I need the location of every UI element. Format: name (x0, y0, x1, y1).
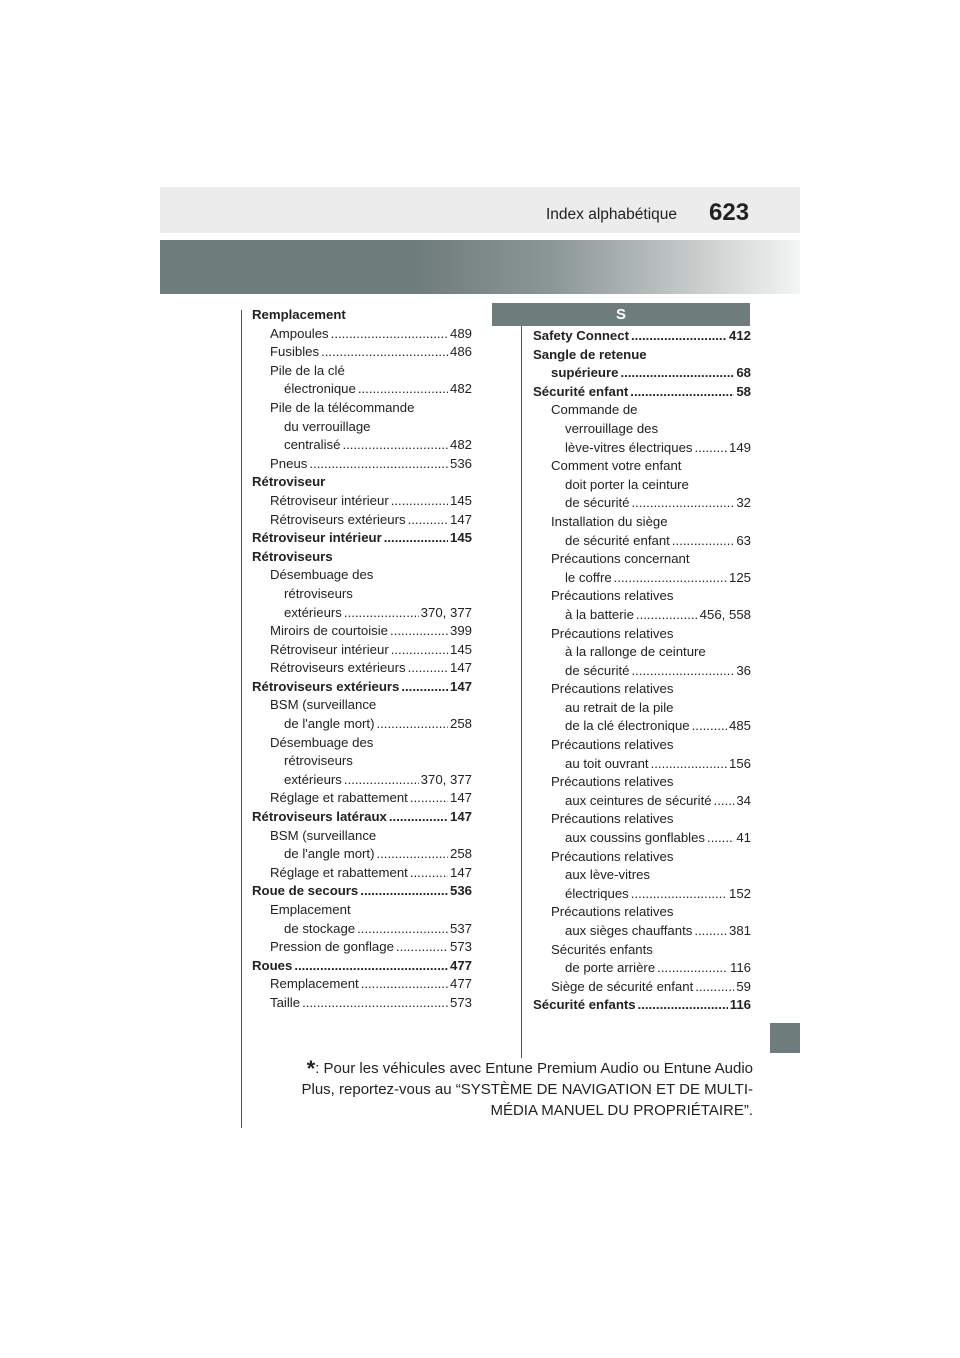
index-entry-page: 381 (728, 923, 751, 938)
footnote-marker: * (306, 1056, 316, 1081)
index-entry-page: 63 (736, 532, 751, 548)
index-entry-term: de la clé électronique (565, 718, 690, 734)
index-entry (252, 975, 472, 994)
dot-leader (408, 511, 448, 530)
dot-leader (630, 383, 734, 402)
index-entry-term: aux coussins gonflables (565, 830, 706, 846)
index-entry-page: 573 (449, 994, 472, 1010)
index-entry (533, 587, 751, 606)
index-entry-term: rétroviseurs (284, 585, 353, 601)
index-entry (252, 864, 472, 883)
index-entry (252, 343, 472, 362)
index-entry (252, 566, 472, 585)
index-entry-term: Remplacement (270, 976, 359, 992)
index-entry-page: 145 (449, 530, 472, 546)
index-entry-term: Rétroviseurs latéraux (252, 809, 387, 825)
dot-leader (358, 380, 448, 399)
index-entry (252, 901, 472, 920)
index-entry (533, 959, 751, 978)
dot-leader (632, 662, 735, 681)
index-entry-term: Rétroviseurs extérieurs (270, 660, 406, 676)
dot-leader (707, 829, 734, 848)
dot-leader (410, 789, 448, 808)
index-entry (252, 827, 472, 846)
dot-leader (631, 327, 727, 346)
dot-leader (302, 994, 448, 1013)
dot-leader (632, 494, 735, 513)
index-entry-page: 41 (736, 830, 751, 846)
index-entry-page: 399 (449, 623, 472, 639)
index-entry (252, 994, 472, 1013)
index-entry (533, 420, 751, 439)
index-entry-page: 145 (449, 641, 472, 657)
index-entry (533, 792, 751, 811)
index-entry (533, 829, 751, 848)
index-entry (252, 938, 472, 957)
index-entry (252, 659, 472, 678)
index-entry (533, 662, 751, 681)
index-entry-term: Rétroviseurs extérieurs (252, 678, 400, 694)
dot-leader (410, 864, 448, 883)
dot-leader (384, 529, 448, 548)
dot-leader (361, 975, 448, 994)
index-entry-page: 573 (449, 939, 472, 955)
dot-leader (360, 882, 448, 901)
index-entry (252, 455, 472, 474)
index-entry-term: centralisé (284, 437, 341, 453)
dot-leader (344, 771, 419, 790)
index-entry-term: Précautions relatives (551, 625, 674, 641)
index-entry-term: de l'angle mort) (284, 846, 375, 862)
index-entry-term: de l'angle mort) (284, 716, 375, 732)
index-entry (533, 922, 751, 941)
dot-leader (408, 659, 448, 678)
index-entry (252, 845, 472, 864)
footnote (260, 1058, 753, 1121)
index-entry-page: 58 (736, 383, 751, 399)
index-entry-term: de sécurité (565, 495, 630, 511)
index-entry (252, 882, 472, 901)
index-entry-term: Rétroviseur intérieur (270, 492, 389, 508)
index-entry-term: Miroirs de courtoisie (270, 623, 388, 639)
index-entry-page: 68 (736, 365, 751, 381)
index-entry (533, 866, 751, 885)
index-entry-term: Installation du siège (551, 513, 668, 529)
index-entry (252, 752, 472, 771)
index-entry-term: de porte arrière (565, 960, 656, 976)
index-entry (252, 734, 472, 753)
index-entry-page: 147 (449, 809, 472, 825)
index-entry (252, 492, 472, 511)
index-entry (533, 476, 751, 495)
index-entry (533, 903, 751, 922)
index-entry-term: Réglage et rabattement (270, 864, 408, 880)
dot-leader (376, 715, 448, 734)
dot-leader (390, 622, 448, 641)
index-entry (533, 755, 751, 774)
index-entry-term: Roue de secours (252, 883, 359, 899)
index-entry (533, 532, 751, 551)
section-letter-header: S (492, 303, 750, 326)
index-entry-term: Pression de gonflage (270, 939, 394, 955)
index-entry-page: 536 (449, 455, 472, 471)
index-entry (533, 364, 751, 383)
dot-leader (376, 845, 448, 864)
index-entry-page: 32 (736, 495, 751, 511)
dot-leader (396, 938, 448, 957)
index-entry-page: 152 (728, 885, 751, 901)
index-entry (533, 401, 751, 420)
index-entry-page: 477 (449, 976, 472, 992)
page-number: 623 (709, 199, 750, 226)
dot-leader (391, 641, 448, 660)
index-entry-page: 145 (449, 492, 472, 508)
index-entry (252, 511, 472, 530)
index-entry (252, 380, 472, 399)
index-entry-page: 482 (449, 437, 472, 453)
index-entry (533, 625, 751, 644)
index-entry (252, 436, 472, 455)
index-entry-term: Précautions concernant (551, 551, 690, 567)
index-entry (533, 736, 751, 755)
index-entry-term: de stockage (284, 920, 356, 936)
index-entry (533, 513, 751, 532)
index-entry (533, 699, 751, 718)
dot-leader (321, 343, 448, 362)
index-entry-term: Commande de (551, 402, 638, 418)
index-entry (533, 643, 751, 662)
index-entry-term: électronique (284, 381, 356, 397)
index-entry-page: 485 (728, 718, 751, 734)
index-entry-term: doit porter la ceinture (565, 476, 689, 492)
dot-leader (695, 978, 734, 997)
index-entry-page: 258 (449, 846, 472, 862)
dot-leader (651, 755, 727, 774)
index-entry-page: 36 (736, 662, 751, 678)
dot-leader (631, 885, 727, 904)
index-entry (533, 848, 751, 867)
index-entry (252, 399, 472, 418)
index-entry-term: aux lève-vitres (565, 867, 651, 883)
index-entry-page: 489 (449, 325, 472, 341)
index-entry-term: au retrait de la pile (565, 699, 674, 715)
index-entry-page: 486 (449, 344, 472, 360)
footnote-text-1: : Pour les véhicules avec Entune Premium Audio ou Entune Audio (315, 1060, 753, 1077)
index-entry-page: 116 (729, 997, 751, 1013)
left-column-rule (241, 310, 242, 1128)
index-entry (533, 885, 751, 904)
index-entry (533, 941, 751, 960)
index-entry-term: le coffre (565, 569, 612, 585)
index-entry-term: Précautions relatives (551, 681, 674, 697)
index-entry (533, 996, 751, 1015)
index-entry-page: 456, 558 (699, 606, 751, 622)
index-entry-page: 370, 377 (420, 604, 472, 620)
index-entry-page: 147 (449, 511, 472, 527)
index-entry-page: 34 (736, 792, 751, 808)
index-entry-page: 149 (728, 439, 751, 455)
dot-leader (714, 792, 735, 811)
footnote-line-2: Plus, reportez-vous au “SYSTÈME DE NAVIGATION ET DE MULTI- (301, 1081, 753, 1098)
index-entry-page: 482 (449, 381, 472, 397)
index-entry-page: 412 (728, 328, 751, 343)
index-entry-term: Emplacement (270, 902, 351, 917)
index-entry (252, 641, 472, 660)
index-entry-term: verrouillage des (565, 420, 659, 436)
dot-leader (638, 996, 728, 1015)
dot-leader (401, 678, 448, 697)
index-entry-term: à la batterie (565, 606, 634, 622)
index-entry-term: aux sièges chauffants (565, 923, 693, 938)
index-entry (252, 548, 472, 567)
left-index-column (252, 306, 472, 1013)
index-entry (533, 680, 751, 699)
index-entry-term: lève-vitres électriques (565, 439, 693, 455)
index-entry-page: 59 (736, 978, 751, 994)
side-thumb-tab (770, 1023, 800, 1053)
dot-leader (331, 325, 448, 344)
index-entry-term: Pile de la télécommande (270, 399, 415, 415)
header-strip (160, 187, 800, 233)
middle-column-rule (521, 326, 522, 1058)
index-entry-term: Précautions relatives (551, 848, 674, 864)
index-entry-page: 147 (449, 864, 472, 880)
index-entry (533, 773, 751, 792)
index-entry-term: Précautions relatives (551, 737, 674, 753)
footnote-line-3: MÉDIA MANUEL DU PROPRIÉTAIRE”. (490, 1102, 753, 1119)
dot-leader (309, 455, 448, 474)
index-entry-term: Siège de sécurité enfant (551, 978, 694, 994)
index-entry-term: Comment votre enfant (551, 458, 682, 474)
index-entry (252, 789, 472, 808)
index-entry-term: Remplacement (252, 307, 346, 322)
index-entry-term: de sécurité (565, 662, 630, 678)
dot-leader (620, 364, 734, 383)
dot-leader (636, 606, 698, 625)
index-entry-term: Sécurité enfant (533, 383, 629, 399)
index-entry-term: Pneus (270, 455, 308, 471)
index-entry-term: Pile de la clé (270, 362, 345, 378)
index-entry (252, 715, 472, 734)
header-title: Index alphabétique (546, 206, 678, 223)
index-entry (252, 604, 472, 623)
dot-leader (614, 569, 727, 588)
index-entry-term: Sécurités enfants (551, 941, 653, 957)
index-entry-page: 116 (729, 960, 751, 976)
index-entry-term: à la rallonge de ceinture (565, 644, 706, 660)
dot-leader (657, 959, 728, 978)
index-entry (252, 957, 472, 976)
index-entry-term: Désembuage des (270, 567, 374, 583)
index-entry (252, 622, 472, 641)
index-entry (252, 306, 472, 325)
dot-leader (294, 957, 448, 976)
right-index-column (533, 327, 751, 1015)
index-entry-term: Safety Connect (533, 328, 629, 343)
index-entry (533, 810, 751, 829)
index-entry-page: 477 (449, 957, 472, 973)
index-entry (533, 457, 751, 476)
index-entry (533, 717, 751, 736)
dot-leader (391, 492, 448, 511)
index-entry-term: Rétroviseurs extérieurs (270, 511, 406, 527)
footnote-line-1 (260, 1058, 753, 1079)
index-entry-term: Rétroviseurs (252, 548, 333, 564)
index-entry (252, 920, 472, 939)
dot-leader (695, 439, 727, 458)
index-entry-term: supérieure (551, 365, 619, 381)
index-entry-term: Désembuage des (270, 734, 374, 750)
index-entry-term: extérieurs (284, 604, 342, 620)
index-entry-page: 370, 377 (420, 771, 472, 787)
index-entry-page: 537 (449, 920, 472, 936)
dot-leader (389, 808, 448, 827)
index-entry-term: rétroviseurs (284, 753, 353, 769)
index-entry (252, 585, 472, 604)
index-entry-page: 156 (728, 755, 751, 771)
index-entry (533, 550, 751, 569)
index-entry (533, 494, 751, 513)
index-entry-term: électriques (565, 885, 629, 901)
index-entry (252, 325, 472, 344)
index-entry-term: Rétroviseur intérieur (270, 641, 389, 657)
index-entry (252, 529, 472, 548)
index-entry (252, 362, 472, 381)
index-entry-term: Sangle de retenue (533, 346, 647, 362)
decorative-band (160, 240, 800, 294)
index-entry-term: de sécurité enfant (565, 532, 670, 548)
index-entry (533, 383, 751, 402)
dot-leader (344, 604, 419, 623)
dot-leader (692, 717, 727, 736)
index-entry-term: aux ceintures de sécurité (565, 792, 712, 808)
index-entry (252, 678, 472, 697)
index-entry-term: Taille (270, 994, 301, 1010)
index-entry-page: 536 (449, 883, 472, 899)
index-entry-page: 147 (449, 790, 472, 806)
dot-leader (672, 532, 734, 551)
index-entry-page: 147 (449, 660, 472, 676)
index-entry-term: Rétroviseur intérieur (252, 530, 382, 546)
index-entry (252, 808, 472, 827)
index-entry-term: Précautions relatives (551, 588, 674, 604)
dot-leader (357, 920, 448, 939)
index-entry-term: Précautions relatives (551, 811, 674, 827)
index-entry-term: BSM (surveillance (270, 827, 377, 843)
index-entry (252, 473, 472, 492)
index-entry (533, 978, 751, 997)
index-entry (252, 771, 472, 790)
index-entry-term: Ampoules (270, 325, 329, 341)
index-entry (533, 346, 751, 365)
index-entry (533, 327, 751, 346)
index-entry (533, 439, 751, 458)
index-entry-term: Précautions relatives (551, 774, 674, 790)
index-entry-term: Fusibles (270, 344, 320, 360)
index-entry-term: du verrouillage (284, 418, 371, 434)
index-entry-term: BSM (surveillance (270, 697, 377, 713)
index-entry-page: 258 (449, 716, 472, 732)
index-entry-term: Sécurité enfants (533, 997, 636, 1013)
index-entry (252, 418, 472, 437)
index-entry (252, 696, 472, 715)
dot-leader (342, 436, 448, 455)
dot-leader (694, 922, 727, 941)
index-entry-term: Réglage et rabattement (270, 790, 408, 806)
index-entry-term: au toit ouvrant (565, 755, 649, 771)
index-entry-term: Précautions relatives (551, 904, 674, 920)
index-entry (533, 569, 751, 588)
index-entry-page: 147 (449, 678, 472, 694)
index-entry-term: Rétroviseur (252, 474, 326, 490)
index-entry-term: extérieurs (284, 771, 342, 787)
index-entry-term: Roues (252, 957, 293, 973)
index-entry (533, 606, 751, 625)
index-entry-page: 125 (728, 569, 751, 585)
